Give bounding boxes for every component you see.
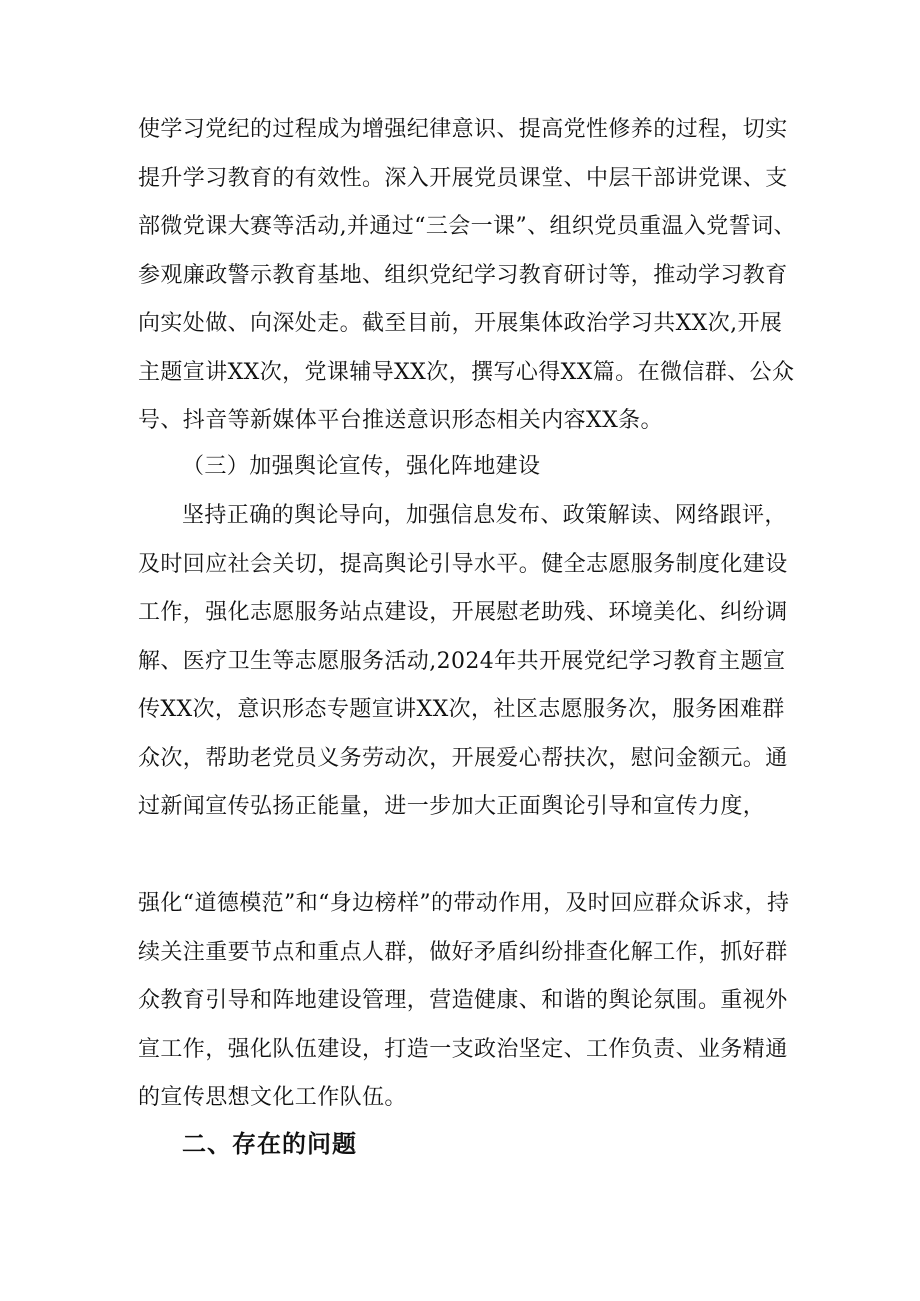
body-paragraph: 使学习党纪的过程成为增强纪律意识、提高党性修养的过程，切实提升学习教育的有效性。深入开展党员课堂、中层干部讲党课、支部微党课大赛等活动,并通过“三会一课”、组织党员重温入党誓词、参观廉政警示教育基地、组织党纪学习教育研讨等，推动学习教育向实处做、向深处走。截至目前，开展集体政治学习共XX次,开展主题宣讲XX次，党课辅导XX次，撰写心得XX篇。在微信群、公众号、抖音等新媒体平台推送意识形态相关内容XX条。	[138, 117, 796, 433]
subsection-heading: （三）加强舆论宣传，强化阵地建设	[182, 454, 541, 479]
body-paragraph: 坚持正确的舆论导向，加强信息发布、政策解读、网络跟评，及时回应社会关切，提高舆论引导水平。健全志愿服务制度化建设工作，强化志愿服务站点建设，开展慰老助残、环境美化、纠纷调解、医疗卫生等志愿服务活动,2024年共开展党纪学习教育主题宣传XX次，意识形态专题宣讲XX次，社区志愿服务次，服务困难群众次，帮助老党员义务劳动次，开展爱心帮扶次，慰问金额元。通过新闻宣传弘扬正能量，进一步加大正面舆论引导和宣传力度，	[138, 503, 788, 819]
section-heading: 二、存在的问题	[182, 1130, 357, 1158]
body-paragraph: 强化“道德模范”和“身边榜样”的带动作用，及时回应群众诉求，持续关注重要节点和重点人群，做好矛盾纠纷排查化解工作，抓好群众教育引导和阵地建设管理，营造健康、和谐的舆论氛围。重视外宣工作，强化队伍建设，打造一支政治坚定、工作负责、业务精通的宣传思想文化工作队伍。	[138, 891, 790, 1110]
